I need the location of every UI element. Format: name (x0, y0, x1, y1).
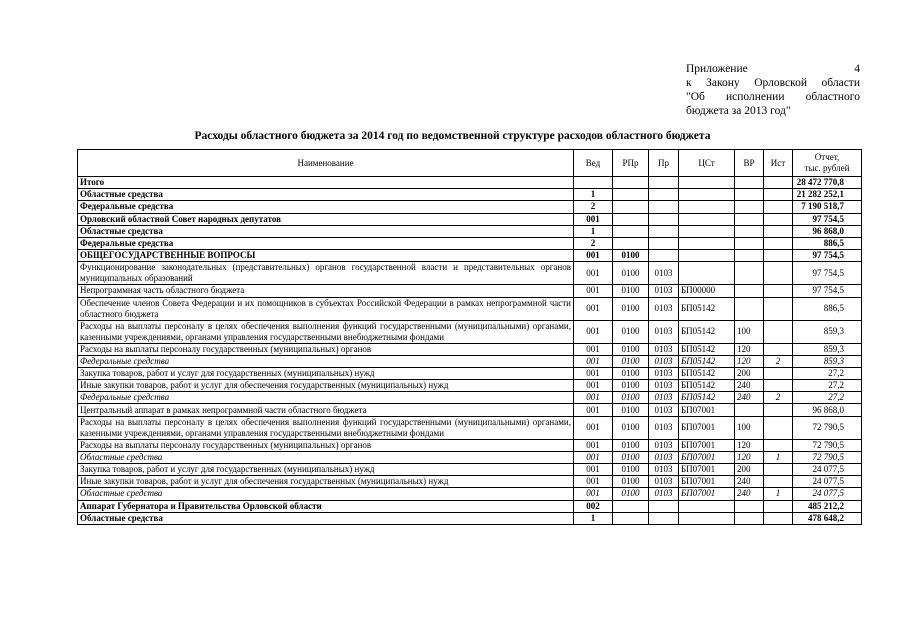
cell-name: Центральный аппарат в рамках непрограммной части областного бюджета (78, 404, 574, 416)
cell-vr (735, 213, 764, 225)
cell-ist (764, 500, 793, 512)
cell-cst: БП05142 (679, 392, 735, 404)
cell-rpr: 0100 (613, 380, 649, 392)
cell-ist (764, 285, 793, 297)
cell-ist (764, 225, 793, 237)
cell-vr: 240 (735, 392, 764, 404)
appendix-line: к Закону Орловской области (686, 77, 860, 89)
cell-sum: 72 790,5 (793, 451, 862, 463)
cell-ist (764, 439, 793, 451)
cell-pr: 0103 (649, 367, 679, 379)
table-row (78, 189, 862, 201)
cell-sum: 24 077,5 (793, 464, 862, 476)
cell-vr (735, 500, 764, 512)
cell-ist (764, 262, 793, 285)
cell-cst: БП00000 (679, 285, 735, 297)
cell-pr: 0103 (649, 355, 679, 367)
cell-cst (679, 201, 735, 213)
table-row (78, 451, 862, 463)
cell-sum: 97 754,5 (793, 250, 862, 262)
table-row (78, 392, 862, 404)
table-row (78, 476, 862, 488)
cell-cst: БП05142 (679, 355, 735, 367)
cell-ist (764, 343, 793, 355)
cell-ist: 2 (764, 392, 793, 404)
table-row (78, 488, 862, 500)
cell-ved: 001 (574, 416, 613, 439)
cell-sum: 24 077,5 (793, 488, 862, 500)
cell-vr: 200 (735, 464, 764, 476)
table-row (78, 343, 862, 355)
cell-ist (764, 177, 793, 189)
cell-ist (764, 201, 793, 213)
cell-ist (764, 237, 793, 249)
cell-pr (649, 237, 679, 249)
cell-name: Областные средства (78, 451, 574, 463)
table-row (78, 355, 862, 367)
cell-ved: 001 (574, 476, 613, 488)
cell-pr (649, 512, 679, 524)
cell-rpr: 0100 (613, 488, 649, 500)
cell-pr (649, 189, 679, 201)
cell-pr (649, 500, 679, 512)
cell-ist (764, 250, 793, 262)
cell-pr (649, 225, 679, 237)
cell-cst: БП05142 (679, 380, 735, 392)
header-sum-line1: Отчет, (814, 152, 840, 162)
cell-ved: 001 (574, 285, 613, 297)
cell-sum: 7 190 518,7 (793, 201, 862, 213)
cell-name: Иные закупки товаров, работ и услуг для обеспечения государственных (муниципальных) нужд (78, 476, 574, 488)
cell-vr: 120 (735, 343, 764, 355)
cell-cst (679, 189, 735, 201)
cell-pr (649, 201, 679, 213)
cell-ved: 2 (574, 237, 613, 249)
cell-name: ОБЩЕГОСУДАРСТВЕННЫЕ ВОПРОСЫ (78, 250, 574, 262)
cell-cst (679, 177, 735, 189)
cell-sum: 97 754,5 (793, 262, 862, 285)
cell-ved: 001 (574, 320, 613, 343)
cell-name: Расходы на выплаты персоналу в целях обеспечения выполнения функций государственными (муниципальными) органами, казенными учреждениями, органами управления государственными внебюджетными фондами (78, 416, 574, 439)
cell-name: Федеральные средства (78, 355, 574, 367)
cell-rpr: 0100 (613, 439, 649, 451)
cell-cst: БП07001 (679, 439, 735, 451)
cell-sum: 96 868,0 (793, 404, 862, 416)
cell-rpr: 0100 (613, 404, 649, 416)
table-row (78, 201, 862, 213)
table-row (78, 177, 862, 189)
appendix-line: "Об исполнении областного (686, 91, 860, 103)
cell-pr: 0103 (649, 464, 679, 476)
cell-cst: БП05142 (679, 320, 735, 343)
header-sum (793, 150, 862, 177)
header-name: Наименование (78, 150, 574, 177)
table-row (78, 285, 862, 297)
cell-name: Аппарат Губернатора и Правительства Орловской области (78, 500, 574, 512)
cell-sum: 27,2 (793, 392, 862, 404)
cell-sum: 27,2 (793, 367, 862, 379)
cell-rpr: 0100 (613, 367, 649, 379)
table-header-row (78, 150, 862, 177)
cell-vr: 120 (735, 451, 764, 463)
cell-sum: 886,5 (793, 237, 862, 249)
cell-rpr: 0100 (613, 355, 649, 367)
table-row (78, 297, 862, 320)
document-title: Расходы областного бюджета за 2014 год по ведомственной структуре расходов областного бюджета (194, 130, 711, 142)
cell-rpr: 0100 (613, 451, 649, 463)
appendix-line: бюджета за 2013 год" (686, 105, 791, 117)
cell-ved: 1 (574, 512, 613, 524)
cell-ved: 001 (574, 262, 613, 285)
header-ist: Ист (764, 150, 793, 177)
cell-vr: 240 (735, 380, 764, 392)
cell-rpr (613, 177, 649, 189)
cell-ved: 001 (574, 367, 613, 379)
cell-cst: БП07001 (679, 464, 735, 476)
cell-cst (679, 250, 735, 262)
cell-rpr: 0100 (613, 320, 649, 343)
header-vr: ВР (735, 150, 764, 177)
cell-pr: 0103 (649, 451, 679, 463)
cell-cst (679, 262, 735, 285)
table-row (78, 250, 862, 262)
table-row (78, 416, 862, 439)
cell-cst: БП07001 (679, 416, 735, 439)
cell-ved: 001 (574, 439, 613, 451)
cell-sum: 478 648,2 (793, 512, 862, 524)
cell-vr (735, 250, 764, 262)
cell-ved: 2 (574, 201, 613, 213)
cell-name: Закупка товаров, работ и услуг для государственных (муниципальных) нужд (78, 464, 574, 476)
cell-vr: 100 (735, 416, 764, 439)
cell-cst: БП07001 (679, 488, 735, 500)
cell-cst: БП07001 (679, 451, 735, 463)
cell-ist (764, 476, 793, 488)
cell-ist (764, 320, 793, 343)
cell-name: Орловский областной Совет народных депутатов (78, 213, 574, 225)
cell-sum: 886,5 (793, 297, 862, 320)
cell-sum: 21 282 252,1 (793, 189, 862, 201)
cell-name: Расходы на выплаты персоналу государственных (муниципальных) органов (78, 343, 574, 355)
cell-ved: 001 (574, 343, 613, 355)
cell-cst (679, 512, 735, 524)
table-row (78, 500, 862, 512)
cell-pr (649, 213, 679, 225)
cell-cst: БП07001 (679, 476, 735, 488)
cell-pr: 0103 (649, 343, 679, 355)
cell-cst (679, 213, 735, 225)
cell-sum: 97 754,5 (793, 213, 862, 225)
cell-name: Федеральные средства (78, 392, 574, 404)
cell-sum: 859,3 (793, 343, 862, 355)
cell-ved: 001 (574, 250, 613, 262)
cell-ved: 001 (574, 355, 613, 367)
cell-ist (764, 404, 793, 416)
cell-vr: 240 (735, 476, 764, 488)
cell-cst (679, 500, 735, 512)
cell-rpr: 0100 (613, 262, 649, 285)
cell-rpr: 0100 (613, 476, 649, 488)
cell-ist (764, 416, 793, 439)
cell-cst: БП05142 (679, 297, 735, 320)
cell-cst (679, 225, 735, 237)
cell-pr: 0103 (649, 297, 679, 320)
cell-vr: 120 (735, 355, 764, 367)
cell-pr: 0103 (649, 416, 679, 439)
cell-pr: 0103 (649, 392, 679, 404)
cell-vr: 240 (735, 488, 764, 500)
cell-cst: БП05142 (679, 343, 735, 355)
cell-ved: 001 (574, 451, 613, 463)
cell-vr (735, 512, 764, 524)
cell-rpr: 0100 (613, 285, 649, 297)
cell-rpr (613, 225, 649, 237)
cell-rpr (613, 189, 649, 201)
header-rpr: РПр (613, 150, 649, 177)
cell-ved: 001 (574, 297, 613, 320)
cell-pr (649, 250, 679, 262)
cell-pr (649, 177, 679, 189)
cell-name: Федеральные средства (78, 201, 574, 213)
appendix-note (686, 62, 860, 118)
cell-pr: 0103 (649, 320, 679, 343)
cell-name: Областные средства (78, 512, 574, 524)
cell-rpr: 0100 (613, 250, 649, 262)
cell-vr (735, 237, 764, 249)
cell-ved: 001 (574, 464, 613, 476)
cell-vr (735, 285, 764, 297)
table-row (78, 464, 862, 476)
cell-ved: 1 (574, 189, 613, 201)
cell-name: Иные закупки товаров, работ и услуг для обеспечения государственных (муниципальных) нужд (78, 380, 574, 392)
cell-pr: 0103 (649, 488, 679, 500)
cell-vr: 100 (735, 320, 764, 343)
cell-sum: 72 790,5 (793, 416, 862, 439)
cell-name: Обеспечение членов Совета Федерации и их помощников в субъектах Российской Федерации в рамках непрограммной части областного бюджета (78, 297, 574, 320)
table-row (78, 404, 862, 416)
cell-ved: 001 (574, 404, 613, 416)
cell-ved: 001 (574, 213, 613, 225)
cell-ist (764, 189, 793, 201)
cell-pr: 0103 (649, 262, 679, 285)
cell-sum: 96 868,0 (793, 225, 862, 237)
cell-ved: 001 (574, 392, 613, 404)
cell-name: Областные средства (78, 225, 574, 237)
cell-ved: 002 (574, 500, 613, 512)
cell-name: Функционирование законодательных (представительных) органов государственной власти и представительных органов муниципальных образований (78, 262, 574, 285)
header-cst: ЦСт (679, 150, 735, 177)
cell-ist (764, 380, 793, 392)
cell-ist: 1 (764, 488, 793, 500)
budget-table (77, 149, 862, 525)
header-sum-line2: тыс. рублей (804, 163, 850, 173)
cell-sum: 24 077,5 (793, 476, 862, 488)
appendix-line: Приложение 4 (686, 63, 860, 75)
cell-rpr: 0100 (613, 297, 649, 320)
table-row (78, 320, 862, 343)
cell-name: Непрограммная часть областного бюджета (78, 285, 574, 297)
table-row (78, 262, 862, 285)
cell-name: Областные средства (78, 488, 574, 500)
table-row (78, 380, 862, 392)
cell-pr: 0103 (649, 439, 679, 451)
cell-name: Расходы на выплаты персоналу государственных (муниципальных) органов (78, 439, 574, 451)
cell-vr: 200 (735, 367, 764, 379)
cell-vr (735, 404, 764, 416)
cell-ist (764, 512, 793, 524)
cell-sum: 485 212,2 (793, 500, 862, 512)
cell-rpr (613, 237, 649, 249)
cell-name: Расходы на выплаты персоналу в целях обеспечения выполнения функций государственными (муниципальными) органами, казенными учреждениями, органами управления государственными внебюджетными фондами (78, 320, 574, 343)
header-ved: Вед (574, 150, 613, 177)
table-row (78, 213, 862, 225)
header-pr: Пр (649, 150, 679, 177)
cell-rpr: 0100 (613, 416, 649, 439)
cell-rpr: 0100 (613, 392, 649, 404)
cell-ist (764, 464, 793, 476)
cell-ist (764, 297, 793, 320)
cell-ved: 001 (574, 488, 613, 500)
cell-rpr: 0100 (613, 464, 649, 476)
cell-vr (735, 262, 764, 285)
cell-ved: 1 (574, 225, 613, 237)
cell-vr (735, 189, 764, 201)
table-row (78, 237, 862, 249)
cell-sum: 28 472 770,8 (793, 177, 862, 189)
cell-rpr (613, 512, 649, 524)
cell-vr: 120 (735, 439, 764, 451)
cell-pr: 0103 (649, 404, 679, 416)
cell-vr (735, 201, 764, 213)
cell-name: Закупка товаров, работ и услуг для государственных (муниципальных) нужд (78, 367, 574, 379)
cell-sum: 859,3 (793, 320, 862, 343)
cell-rpr: 0100 (613, 343, 649, 355)
cell-ved (574, 177, 613, 189)
cell-ist (764, 213, 793, 225)
cell-cst: БП07001 (679, 404, 735, 416)
cell-rpr (613, 500, 649, 512)
cell-vr (735, 297, 764, 320)
cell-vr (735, 225, 764, 237)
cell-pr: 0103 (649, 380, 679, 392)
cell-rpr (613, 213, 649, 225)
cell-sum: 27,2 (793, 380, 862, 392)
cell-name: Итого (78, 177, 574, 189)
cell-ist: 1 (764, 451, 793, 463)
cell-ved: 001 (574, 380, 613, 392)
cell-ist (764, 367, 793, 379)
cell-vr (735, 177, 764, 189)
cell-name: Областные средства (78, 189, 574, 201)
cell-cst (679, 237, 735, 249)
cell-sum: 859,3 (793, 355, 862, 367)
cell-sum: 72 790,5 (793, 439, 862, 451)
table-row (78, 439, 862, 451)
cell-sum: 97 754,5 (793, 285, 862, 297)
cell-pr: 0103 (649, 285, 679, 297)
cell-pr: 0103 (649, 476, 679, 488)
table-row (78, 225, 862, 237)
table-row (78, 512, 862, 524)
cell-ist: 2 (764, 355, 793, 367)
cell-name: Федеральные средства (78, 237, 574, 249)
cell-rpr (613, 201, 649, 213)
table-row (78, 367, 862, 379)
cell-cst: БП05142 (679, 367, 735, 379)
